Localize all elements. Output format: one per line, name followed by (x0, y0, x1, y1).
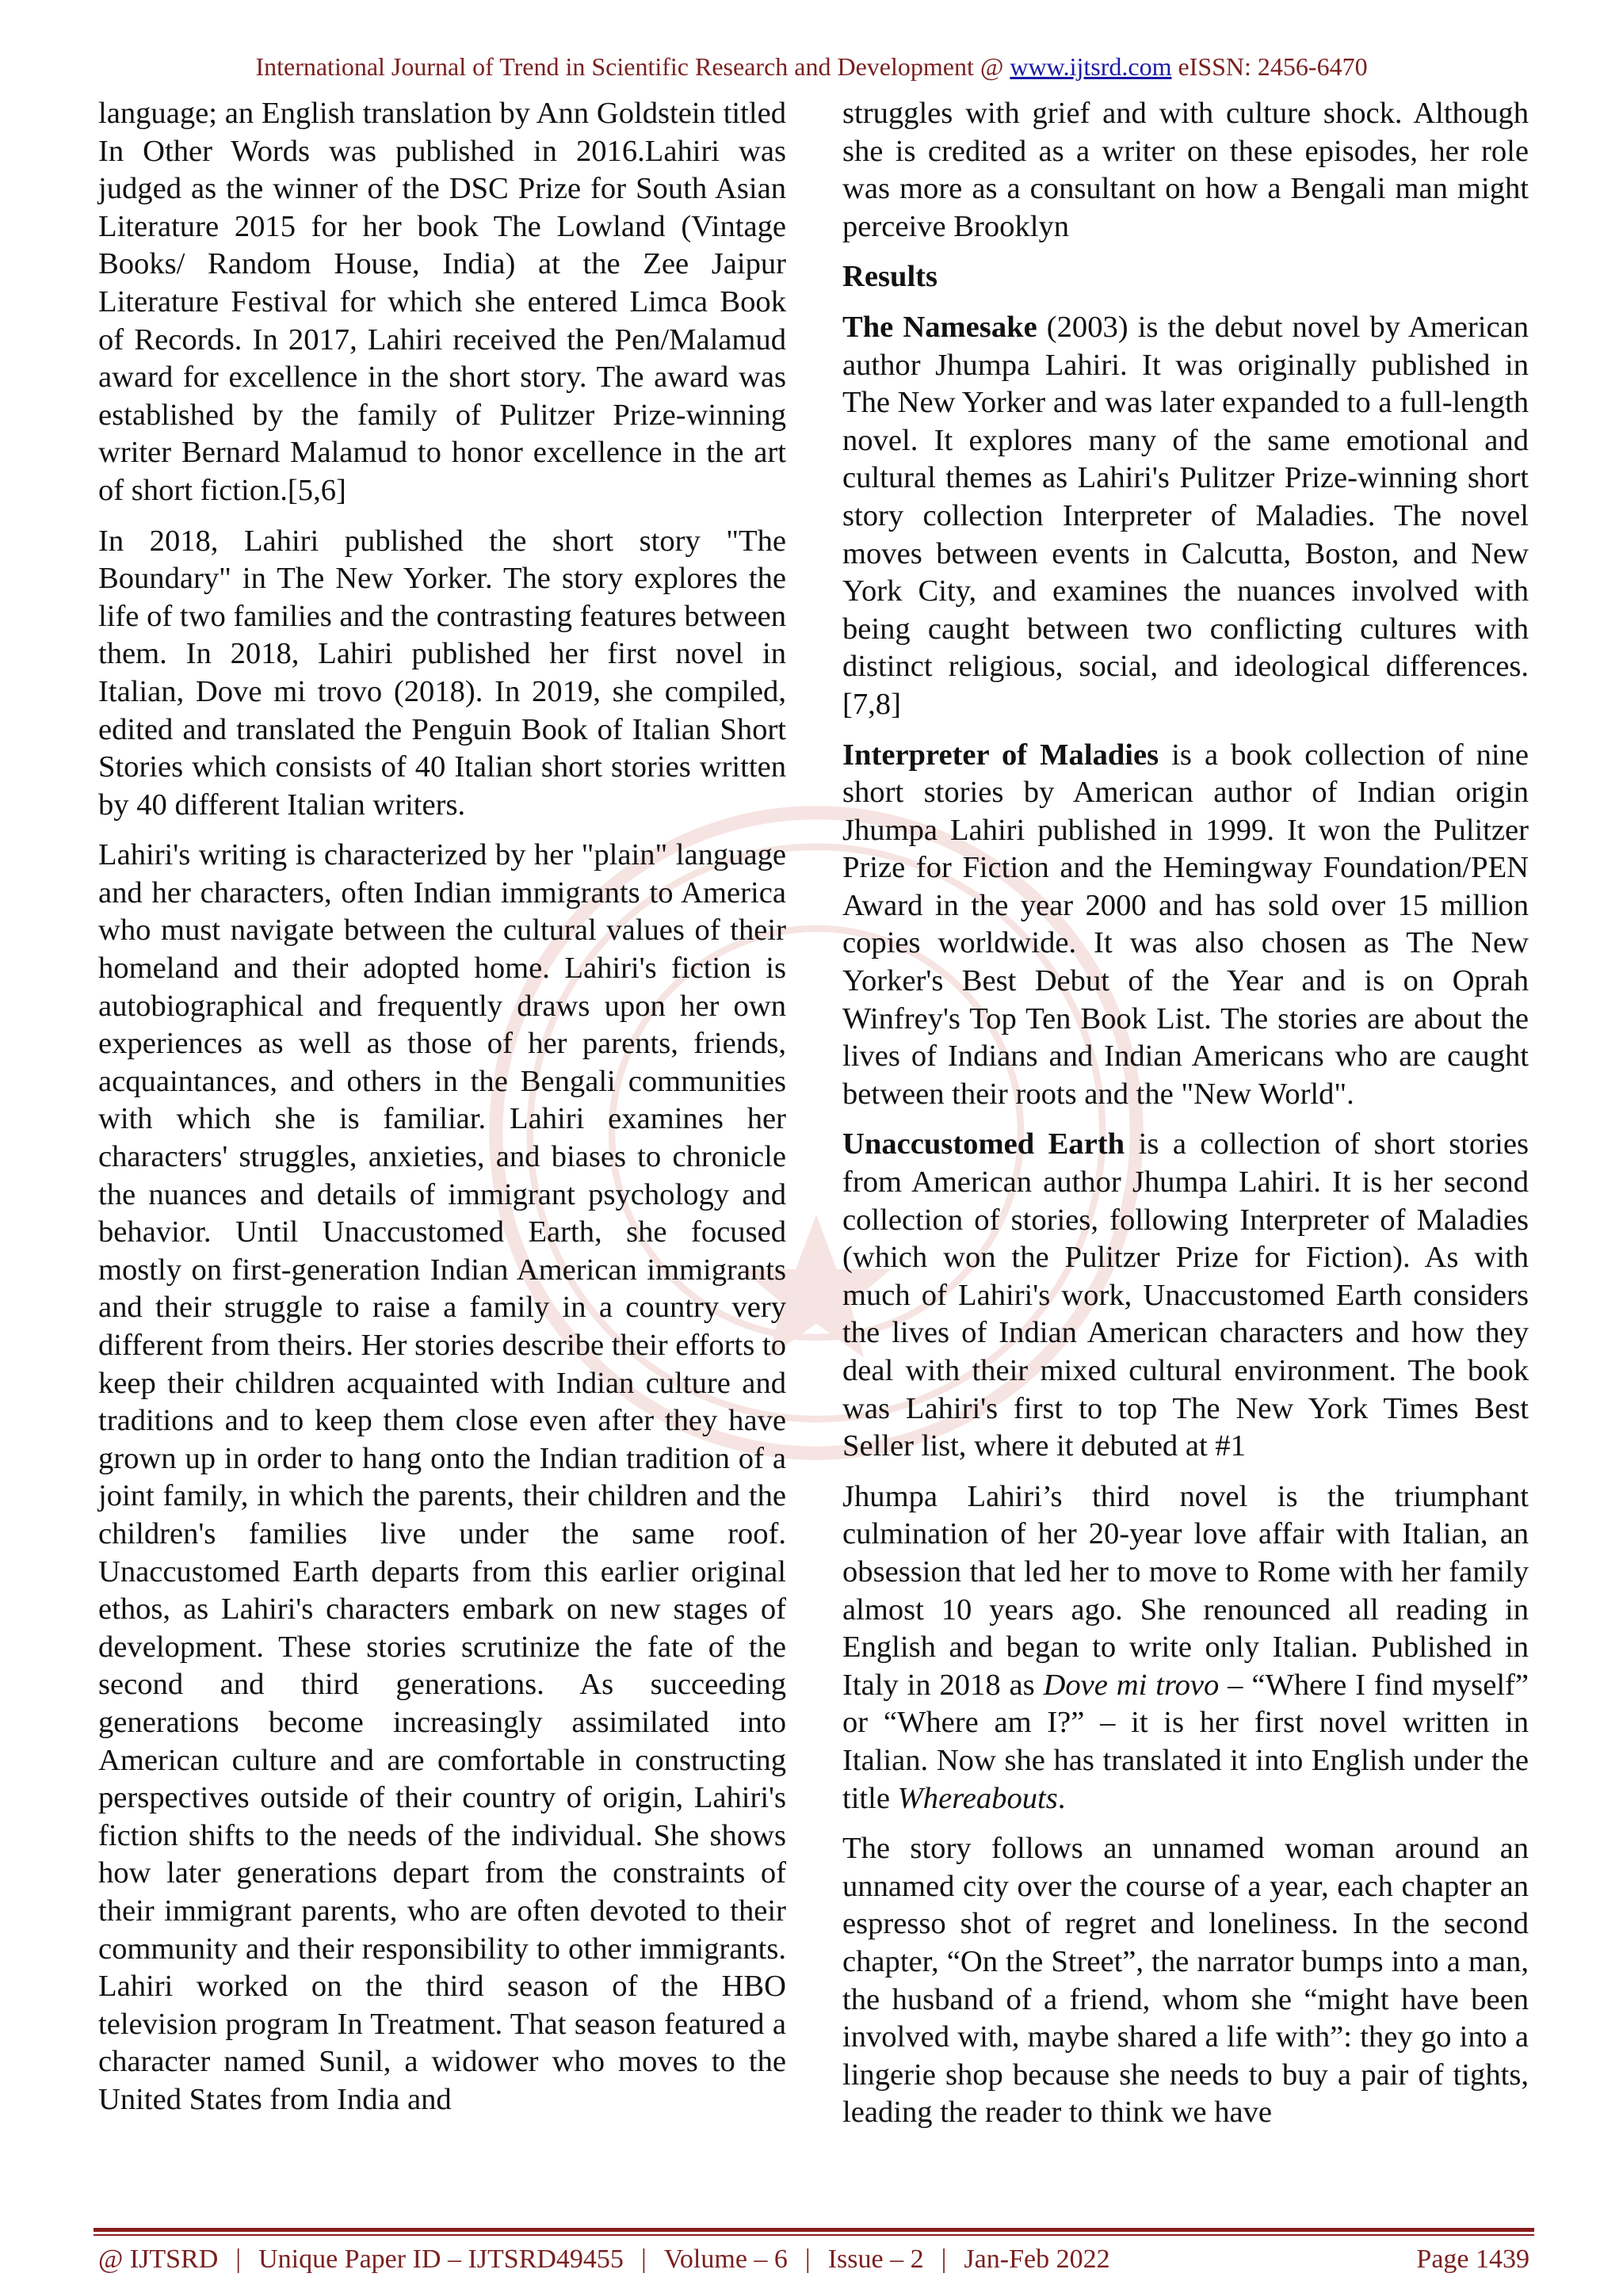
title-whereabouts: Whereabouts (897, 1781, 1058, 1815)
paragraph: Lahiri's writing is characterized by her "plain" language and her characters, often Indian immigrants to America who must navigate between the cultural values of their homeland and their adopted home. Lahiri's fiction is autobiographical and frequently draws upon her own experiences as well as those of her parents, friends, acquaintances, and others in the Bengali communities with which she is familiar. Lahiri examines her characters' struggles, anxieties, and biases to chronicle the nuances and details of immigrant psychology and behavior. Until Unaccustomed Earth, she focused mostly on first-generation Indian American immigrants and their struggle to raise a family in a country very different from theirs. Her stories describe their efforts to keep their children acquainted with Indian culture and traditions and to keep them close even after they have grown up in order to hang onto the Indian tradition of a joint family, in which the parents, their children and the children's families live under the same roof. Unaccustomed Earth departs from this earlier original ethos, as Lahiri's characters embark on new stages of development. These stories scrutinize the fate of the second and third generations. As succeeding generations become increasingly assimilated into American culture and are comfortable in constructing perspectives outside of their country of origin, Lahiri's fiction shifts to the needs of the individual. She shows how later generations depart from the constraints of their immigrant parents, who are often devoted to their community and their responsibility to other immigrants. Lahiri worked on the third season of the HBO television program In Treatment. That season featured a character named Sunil, a widower who moves to the United States from India and (98, 838, 786, 2116)
paragraph: In 2018, Lahiri published the short story "The Boundary" in The New Yorker. The story explores the life of two families and the contrasting features between them. In 2018, Lahiri published her first novel in Italian, Dove mi trovo (2018). In 2019, she compiled, edited and translated the Penguin Book of Italian Short Stories which consists of 40 Italian short stories written by 40 different Italian writers. (98, 524, 786, 822)
paragraph-text: Jhumpa Lahiri’s third novel is the triumphant culmination of her 20-year love affair with Italian, an obsession that led her to move to Rome with her family almost 10 years ago. She renounced all reading in English and began to write only Italian. Published in Italy in 2018 as (842, 1479, 1529, 1702)
running-header (0, 51, 1623, 82)
paragraph-third-novel (842, 1478, 1529, 1817)
left-column (98, 95, 786, 2131)
title-dove-mi-trovo: Dove mi trovo (1043, 1668, 1220, 1702)
term-unaccustomed-earth: Unaccustomed Earth (842, 1127, 1125, 1161)
paragraph: language; an English translation by Ann Goldstein titled In Other Words was published in 2016.Lahiri was judged as the winner of the DSC Prize for South Asian Literature 2015 for her book The Lowland (Vintage Books/ Random House, India) at the Zee Jaipur Literature Festival for which she entered Limca Book of Records. In 2017, Lahiri received the Pen/Malamud award for excellence in the short story. The award was established by the family of Pulitzer Prize-winning writer Bernard Malamud to honor excellence in the art of short fiction.[5,6] (98, 97, 786, 507)
right-column (842, 95, 1529, 2145)
paragraph-interpreter (842, 737, 1529, 1114)
footer-journal: @ IJTSRD (98, 2245, 219, 2274)
paragraph-text: (2003) is the debut novel by American author Jhumpa Lahiri. It was originally published in The New Yorker and was later expanded to a full-length novel. It explores many of the same emotional and cultural themes as Lahiri's Pulitzer Prize-winning short story collection Interpreter of Maladies. The novel moves between events in Calcutta, Boston, and New York City, and examines the nuances involved with being caught between two conflicting cultures with distinct religious, social, and ideological differences.[7,8] (842, 310, 1529, 721)
journal-url-link[interactable]: www.ijtsrd.com (1010, 52, 1172, 81)
paragraph-text: is a collection of short stories from American author Jhumpa Lahiri. It is her second collection of stories, following Interpreter of Maladies (which won the Pulitzer Prize for Fiction). As with much of Lahiri's work, Unaccustomed Earth considers the lives of Indian American characters and how they deal with their mixed cultural environment. The book was Lahiri's first to top The New York Times Best Seller list, where it debuted at #1 (842, 1127, 1529, 1463)
footer-date: Jan-Feb 2022 (964, 2245, 1110, 2274)
term-interpreter-of-maladies: Interpreter of Maladies (842, 738, 1159, 772)
footer-paper-id: Unique Paper ID – IJTSRD49455 (258, 2245, 624, 2274)
paragraph-text: is a book collection of nine short stories by American author of Indian origin Jhumpa Lahiri published in 1999. It won the Pulitzer Prize for Fiction and the Hemingway Foundation/PEN Award in the year 2000 and has sold over 15 million copies worldwide. It was also chosen as The New Yorker's Best Debut of the Year and is on Oprah Winfrey's Top Ten Book List. The stories are about the lives of Indians and Indian Americans who are caught between their roots and the "New World". (842, 738, 1529, 1111)
paragraph-namesake (842, 309, 1529, 724)
paragraph-unaccustomed (842, 1126, 1529, 1465)
paragraph-story: The story follows an unnamed woman around an unnamed city over the course of a year, each chapter an espresso shot of regret and loneliness. In the second chapter, “On the Street”, the narrator bumps into a man, the husband of a friend, whom she “might have been involved with, maybe shared a life with”: they go into a lingerie shop because she needs to buy a pair of tights, leading the reader to think we have (842, 1832, 1529, 2130)
term-the-namesake: The Namesake (842, 310, 1037, 344)
issn: eISSN: 2456-6470 (1178, 52, 1368, 81)
running-footer (98, 2244, 1529, 2275)
page-number: Page 1439 (1416, 2245, 1529, 2274)
footer-issue: Issue – 2 (827, 2245, 924, 2274)
footer-rule (94, 2228, 1534, 2232)
footer-volume: Volume – 6 (663, 2245, 788, 2274)
paragraph-text: . (1057, 1781, 1066, 1815)
section-heading-results: Results (842, 260, 938, 294)
footer-rule-thin (94, 2234, 1534, 2236)
journal-title: International Journal of Trend in Scientific Research and Development @ (255, 52, 1004, 81)
footer-left: @ IJTSRD | Unique Paper ID – IJTSRD49455 | Volume – 6 | Issue – 2 | Jan-Feb 2022 (98, 2245, 1110, 2274)
paragraph: struggles with grief and with culture shock. Although she is credited as a writer on these episodes, her role was more as a consultant on how a Bengali man might perceive Brooklyn (842, 97, 1529, 243)
paragraph-text: – “Where I find myself” or “Where am I?” – it is her first novel written in Italian. Now she has translated it into English under the title (842, 1668, 1529, 1815)
